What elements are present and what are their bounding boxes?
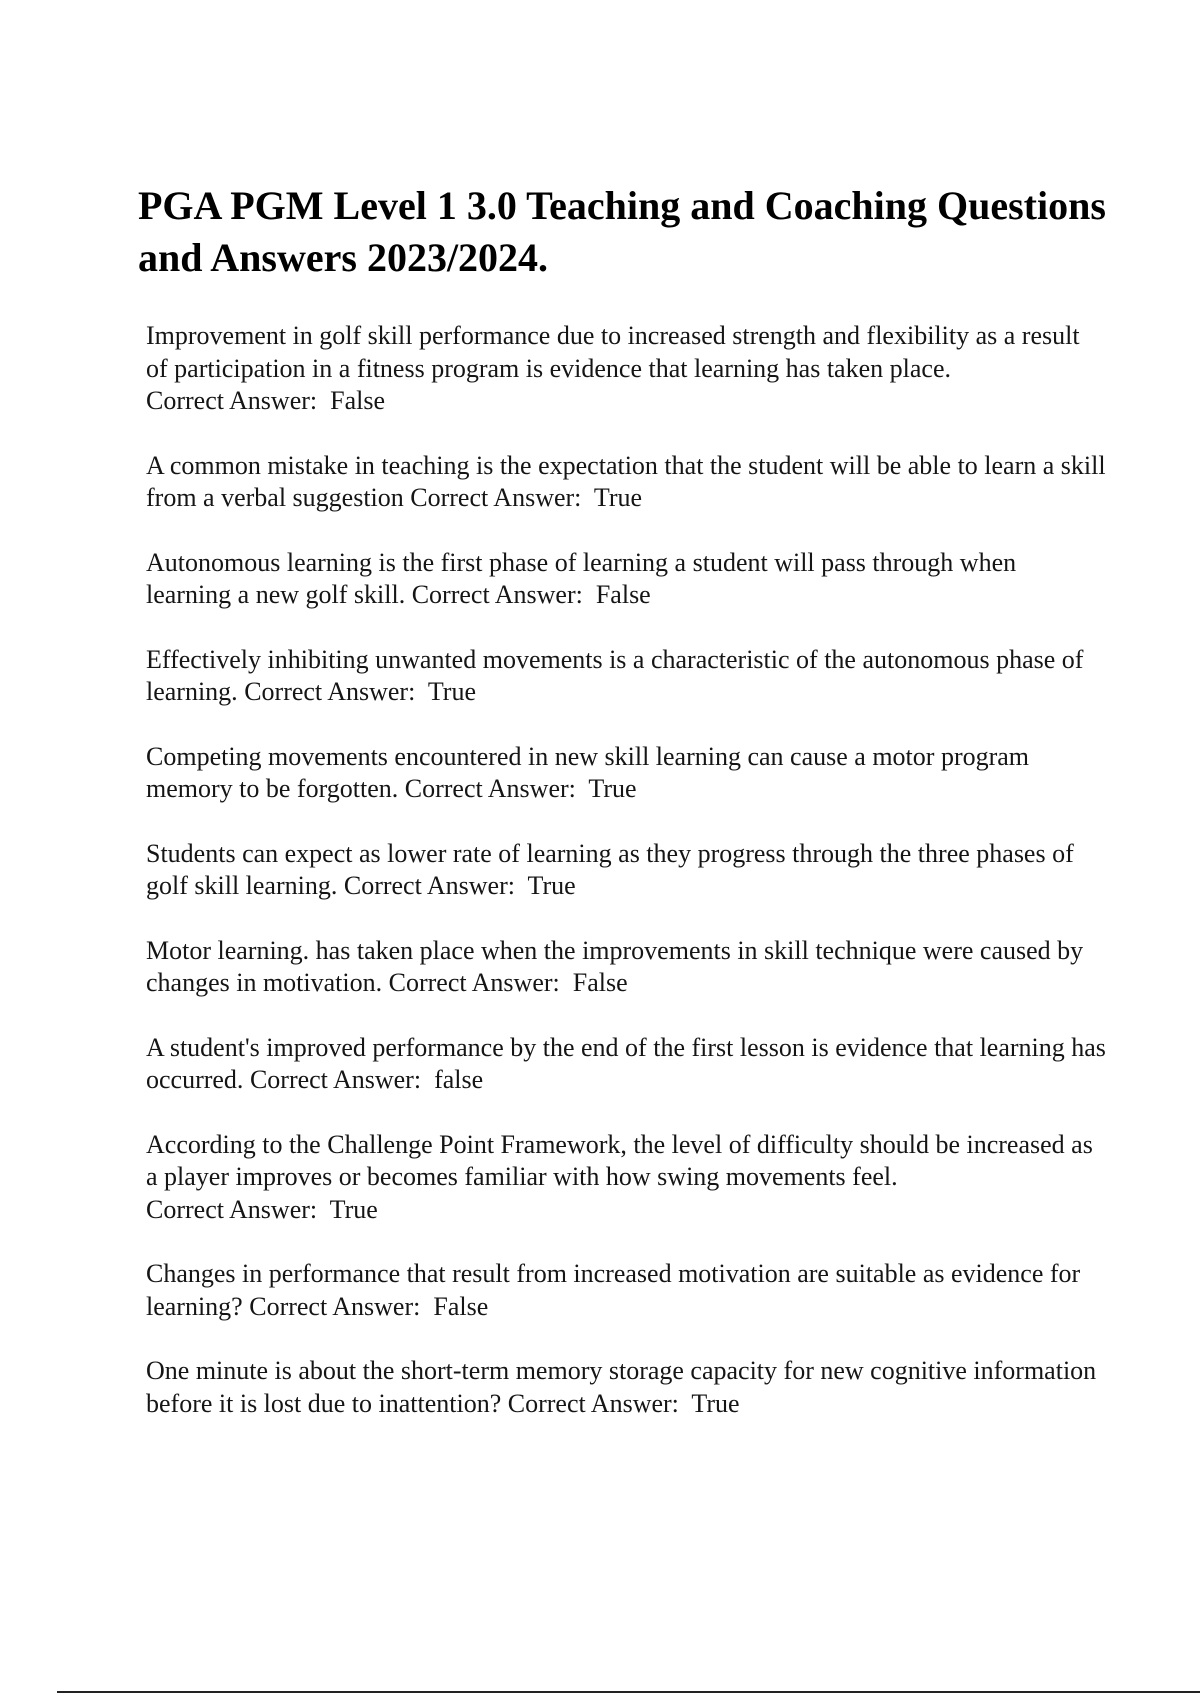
answer-value: False — [572, 968, 628, 997]
footer-divider — [57, 1691, 1200, 1693]
answer-value: True — [691, 1388, 740, 1418]
question-text: According to the Challenge Point Framework, the level of difficulty should be increased as a player improves or becomes familiar with how swing movements feel. — [146, 1129, 1093, 1191]
answer-value: True — [427, 677, 477, 706]
question-text: Autonomous learning is the first phase of learning a student will pass through when learning a new golf skill. — [146, 547, 1017, 609]
qa-list — [146, 320, 1106, 1452]
answer-value: True — [527, 871, 576, 900]
answer-label: Correct Answer: — [249, 1291, 434, 1321]
answer-label: Correct Answer: — [404, 774, 589, 803]
qa-item — [146, 1032, 1106, 1097]
answer-value: False — [330, 386, 386, 415]
question-text: Motor learning. has taken place when the improvements in skill technique were caused by changes in motivation. — [146, 935, 1084, 997]
qa-item — [146, 1129, 1106, 1227]
answer-label: Correct Answer: — [507, 1388, 692, 1418]
answer-label: Correct Answer: — [244, 677, 428, 706]
answer-label: Correct Answer: — [146, 1194, 330, 1224]
qa-item — [146, 450, 1106, 515]
answer-label: Correct Answer: — [410, 483, 594, 512]
answer-value: True — [593, 483, 643, 512]
qa-item — [146, 547, 1106, 612]
answer-label: Correct Answer: — [146, 386, 331, 415]
question-text: Effectively inhibiting unwanted movements is a characteristic of the autonomous phase of learning. — [146, 644, 1084, 706]
qa-item — [146, 838, 1106, 903]
answer-label: Correct Answer: — [249, 1065, 435, 1094]
question-text: Competing movements encountered in new skill learning can cause a motor program memory to be forgotten. — [146, 741, 1030, 803]
page-title: PGA PGM Level 1 3.0 Teaching and Coaching Questions and Answers 2023/2024. — [138, 183, 1106, 280]
answer-label: Correct Answer: — [343, 871, 528, 900]
answer-value: false — [434, 1065, 484, 1094]
answer-label: Correct Answer: — [388, 968, 573, 997]
qa-item — [146, 1355, 1106, 1420]
answer-value: True — [329, 1194, 378, 1224]
answer-value: False — [595, 580, 651, 609]
qa-item — [146, 1258, 1106, 1323]
question-text: Changes in performance that result from increased motivation are suitable as evidence for learning? — [146, 1259, 1081, 1321]
question-text: A common mistake in teaching is the expectation that the student will be able to learn a skill from a verbal suggestion — [146, 450, 1106, 512]
qa-item — [146, 644, 1106, 709]
question-text: Students can expect as lower rate of learning as they progress through the three phases of golf skill learning. — [146, 838, 1074, 900]
qa-item — [146, 741, 1106, 806]
answer-label: Correct Answer: — [411, 580, 596, 609]
qa-item — [146, 320, 1106, 418]
question-text: Improvement in golf skill performance due to increased strength and flexibility as a result of participation in a fitness program is evidence that learning has taken place. — [146, 321, 1080, 383]
answer-value: True — [588, 774, 637, 803]
question-text: A student's improved performance by the end of the first lesson is evidence that learning has occurred. — [146, 1032, 1106, 1094]
qa-item — [146, 935, 1106, 1000]
answer-value: False — [433, 1291, 489, 1321]
question-text: One minute is about the short-term memory storage capacity for new cognitive information before it is lost due to inattention? — [146, 1356, 1097, 1418]
